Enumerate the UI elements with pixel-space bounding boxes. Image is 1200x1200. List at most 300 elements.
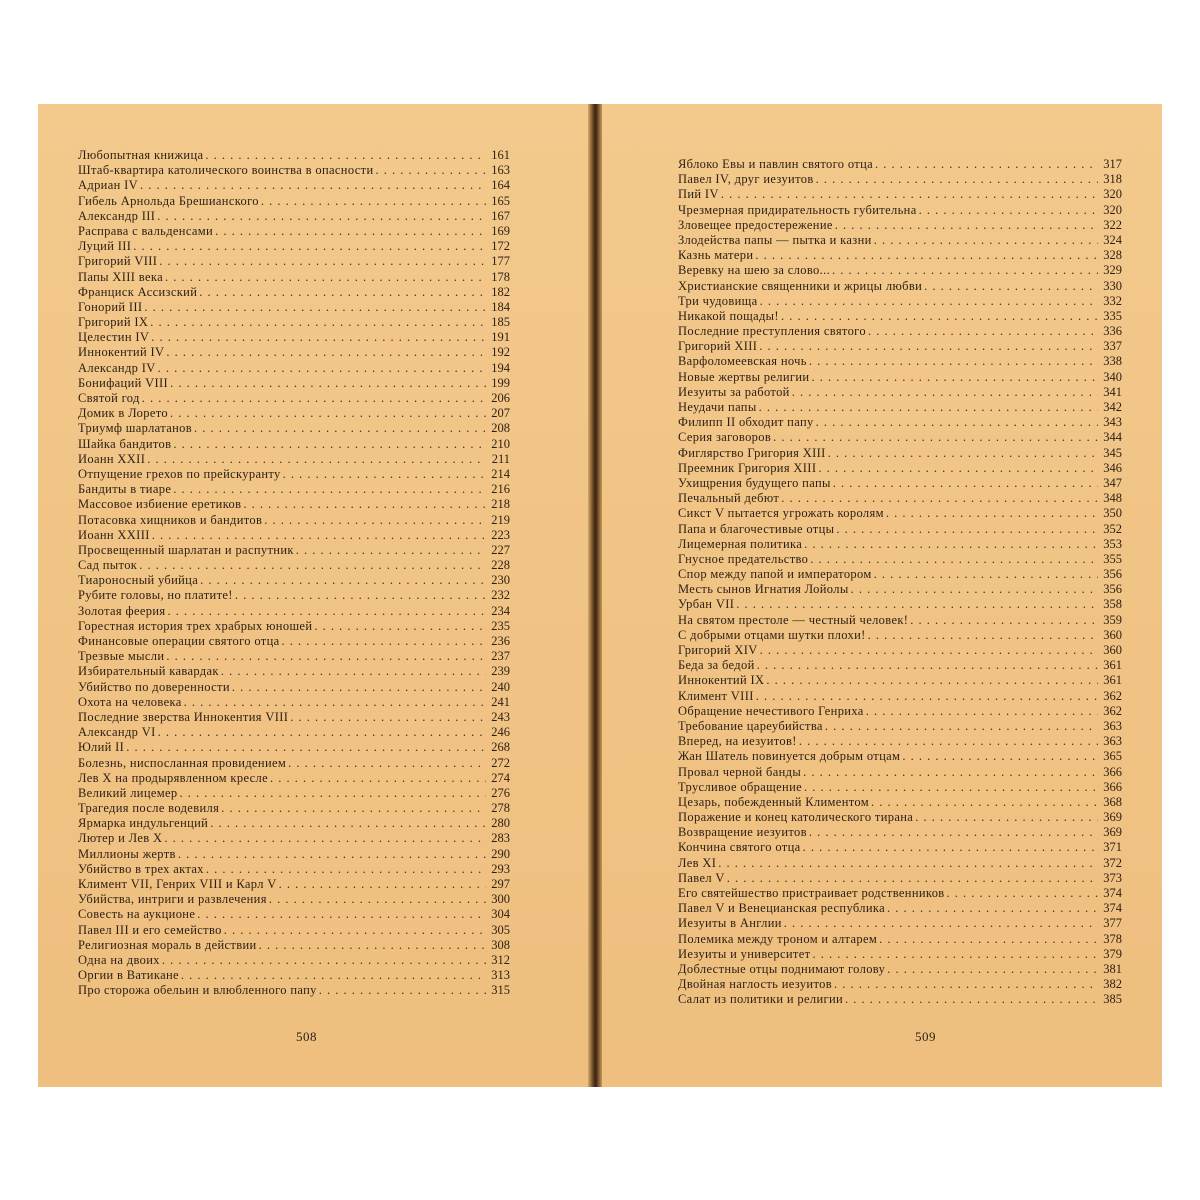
toc-entry <box>678 187 1122 202</box>
toc-entry <box>678 506 1122 521</box>
dot-leader <box>874 233 1098 248</box>
dot-leader <box>142 391 486 406</box>
toc-entry <box>678 658 1122 673</box>
toc-entry-title: Рубите головы, но платите! <box>78 588 233 603</box>
toc-entry-page: 182 <box>491 284 510 299</box>
dot-leader <box>727 871 1098 886</box>
toc-entry-title: Гонорий III <box>78 299 143 314</box>
dot-leader <box>868 324 1098 339</box>
toc-entry-title: Убийства, интриги и развлечения <box>78 892 267 907</box>
dot-leader <box>264 513 486 528</box>
toc-entry <box>678 795 1122 810</box>
dot-leader <box>812 947 1098 962</box>
dot-leader <box>759 339 1098 354</box>
toc-entry-title: Александр VI <box>78 725 156 740</box>
dot-leader <box>173 437 486 452</box>
toc-entry-page: 240 <box>491 679 510 694</box>
dot-leader <box>269 892 486 907</box>
toc-entry-title: Иоанн XXII <box>78 451 146 466</box>
dot-leader <box>168 604 487 619</box>
dot-leader <box>924 279 1098 294</box>
dot-leader <box>781 309 1098 324</box>
toc-entry-page: 378 <box>1103 931 1122 946</box>
toc-entry-page: 360 <box>1103 643 1122 657</box>
toc-entry-page: 347 <box>1103 475 1122 490</box>
dot-leader <box>799 734 1098 749</box>
toc-entry <box>78 148 510 163</box>
toc-entry <box>678 248 1122 263</box>
toc-entry-page: 272 <box>491 755 510 770</box>
toc-entry-title: Луций III <box>78 239 132 254</box>
toc-entry-page: 172 <box>491 239 510 254</box>
toc-entry <box>678 992 1122 1007</box>
dot-leader <box>773 430 1098 445</box>
toc-entry-page: 356 <box>1103 582 1122 597</box>
toc-entry-title: Ярмарка индульгенций <box>78 816 209 831</box>
toc-entry-title: Обращение нечестивого Генриха <box>678 703 864 718</box>
toc-entry-page: 366 <box>1103 764 1122 779</box>
dot-leader <box>718 856 1098 871</box>
toc-entry-page: 312 <box>491 952 510 967</box>
dot-leader <box>902 749 1098 764</box>
toc-entry-page: 185 <box>491 315 510 330</box>
toc-entry-page: 235 <box>491 618 510 633</box>
dot-leader <box>157 209 486 224</box>
toc-entry <box>678 279 1122 294</box>
toc-entry-page: 274 <box>491 770 510 785</box>
dot-leader <box>828 446 1098 461</box>
toc-entry-title: Сад пыток <box>78 558 138 573</box>
toc-entry-title: Тиароносный убийца <box>78 573 199 588</box>
toc-entry-title: Павел IV, друг иезуитов <box>678 172 814 187</box>
toc-entry-page: 290 <box>491 846 510 861</box>
toc-entry <box>678 947 1122 962</box>
dot-leader <box>887 901 1098 916</box>
toc-entry-page: 164 <box>491 178 510 193</box>
dot-leader <box>879 932 1098 947</box>
toc-entry <box>678 719 1122 734</box>
dot-leader <box>170 406 486 421</box>
toc-entry-page: 280 <box>491 816 510 831</box>
toc-entry <box>678 582 1122 597</box>
dot-leader <box>947 886 1098 901</box>
toc-entry-page: 315 <box>491 983 510 998</box>
toc-entry-page: 236 <box>491 634 510 648</box>
toc-entry-title: Иезуиты в Англии <box>678 916 782 931</box>
toc-entry-title: Отпущение грехов по прейскуранту <box>78 466 281 481</box>
toc-entry-title: Урбан VII <box>678 597 735 612</box>
dot-leader <box>166 345 486 360</box>
toc-list-left <box>78 148 510 999</box>
dot-leader <box>205 148 486 163</box>
toc-entry-title: Потасовка хищников и бандитов <box>78 512 263 527</box>
toc-entry-page: 372 <box>1103 855 1122 870</box>
toc-entry-page: 304 <box>491 907 510 922</box>
toc-entry-title: Новые жертвы религии <box>678 369 810 384</box>
toc-entry <box>78 467 510 482</box>
toc-entry-page: 243 <box>491 709 510 724</box>
toc-entry-title: Печальный дебют <box>678 491 780 506</box>
toc-entry-title: Финансовые операции святого отца <box>78 634 280 648</box>
toc-entry-title: Расправа с вальденсами <box>78 223 214 238</box>
dot-leader <box>261 194 486 209</box>
toc-entry <box>78 482 510 497</box>
dot-leader <box>803 840 1098 855</box>
toc-entry <box>678 689 1122 704</box>
toc-entry-title: Климент VIII <box>678 688 754 703</box>
dot-leader <box>818 461 1098 476</box>
toc-entry-title: Доблестные отцы поднимают голову <box>678 961 886 976</box>
toc-entry-page: 362 <box>1103 688 1122 703</box>
toc-entry-page: 362 <box>1103 703 1122 718</box>
dot-leader <box>833 476 1098 491</box>
dot-leader <box>915 810 1098 825</box>
toc-entry-page: 278 <box>491 801 510 816</box>
toc-entry-page: 368 <box>1103 794 1122 809</box>
dot-leader <box>871 795 1098 810</box>
toc-entry <box>78 619 510 634</box>
toc-entry-title: Массовое избиение еретиков <box>78 497 242 512</box>
toc-entry <box>678 932 1122 947</box>
toc-entry-title: Иннокентий IX <box>678 673 765 688</box>
toc-entry <box>78 923 510 938</box>
toc-entry-title: Жан Шатель повинуется добрым отцам <box>678 749 901 764</box>
toc-entry <box>678 203 1122 218</box>
toc-entry-page: 344 <box>1103 430 1122 445</box>
dot-leader <box>283 467 486 482</box>
dot-leader <box>288 756 486 771</box>
dot-leader <box>736 597 1098 612</box>
toc-entry-page: 214 <box>491 466 510 481</box>
toc-entry-page: 366 <box>1103 779 1122 794</box>
dot-leader <box>158 725 486 740</box>
dot-leader <box>804 537 1098 552</box>
toc-entry-page: 377 <box>1103 916 1122 931</box>
dot-leader <box>210 816 486 831</box>
toc-entry-title: Никакой пощады! <box>678 308 779 323</box>
toc-entry-title: Лютер и Лев X <box>78 831 163 846</box>
toc-entry <box>678 370 1122 385</box>
toc-entry-page: 374 <box>1103 901 1122 916</box>
dot-leader <box>886 506 1098 521</box>
toc-entry-page: 167 <box>491 208 510 223</box>
toc-entry-title: Полемика между троном и алтарем <box>678 931 878 946</box>
dot-leader <box>809 825 1098 840</box>
toc-entry-page: 230 <box>491 573 510 588</box>
dot-leader <box>290 710 486 725</box>
dot-leader <box>270 771 486 786</box>
toc-entry-page: 356 <box>1103 567 1122 582</box>
toc-entry-title: Григорий IX <box>78 315 149 330</box>
dot-leader <box>159 254 486 269</box>
toc-entry-page: 241 <box>491 694 510 709</box>
toc-entry-page: 216 <box>491 482 510 497</box>
toc-entry <box>678 476 1122 491</box>
dot-leader <box>887 962 1098 977</box>
toc-entry <box>78 345 510 360</box>
toc-entry-page: 374 <box>1103 886 1122 900</box>
dot-leader <box>781 491 1098 506</box>
toc-entry-page: 379 <box>1103 946 1122 961</box>
toc-entry <box>78 543 510 558</box>
toc-entry <box>678 309 1122 324</box>
dot-leader <box>140 178 486 193</box>
toc-entry <box>78 330 510 345</box>
toc-entry <box>678 810 1122 825</box>
toc-entry-page: 191 <box>491 330 510 345</box>
toc-entry-title: Религиозная мораль в действии <box>78 937 257 952</box>
dot-leader <box>755 248 1098 263</box>
toc-entry <box>78 376 510 391</box>
toc-entry-title: Двойная наглость иезуитов <box>678 977 832 992</box>
toc-entry-title: Гнусное предательство <box>678 551 809 566</box>
toc-entry <box>678 856 1122 871</box>
toc-entry <box>678 430 1122 445</box>
dot-leader <box>147 452 486 467</box>
toc-entry <box>78 664 510 679</box>
dot-leader <box>166 649 486 664</box>
toc-entry-title: Серия заговоров <box>678 430 772 445</box>
toc-entry-title: Адриан IV <box>78 178 139 193</box>
toc-entry-title: Иезуиты и университет <box>678 946 811 961</box>
toc-entry-title: Горестная история трех храбрых юношей <box>78 618 313 633</box>
toc-entry-page: 237 <box>491 649 510 664</box>
toc-entry <box>78 847 510 862</box>
toc-entry-page: 232 <box>491 588 510 603</box>
toc-entry <box>78 983 510 998</box>
toc-entry-title: Трусливое обращение <box>678 779 803 794</box>
toc-entry <box>678 673 1122 688</box>
toc-list-right <box>678 157 1122 1008</box>
dot-leader <box>804 780 1098 795</box>
toc-entry <box>678 385 1122 400</box>
toc-entry <box>678 233 1122 248</box>
toc-entry-title: Кончина святого отца <box>678 840 801 855</box>
dot-leader <box>314 619 486 634</box>
toc-entry-title: Чрезмерная придирательность губительна <box>678 202 917 217</box>
toc-entry-title: Варфоломеевская ночь <box>678 354 807 369</box>
toc-entry-page: 358 <box>1103 597 1122 612</box>
dot-leader <box>224 923 486 938</box>
toc-entry <box>78 163 510 178</box>
toc-entry-title: Про сторожа обельин и влюбленного папу <box>78 983 317 998</box>
toc-entry <box>678 491 1122 506</box>
toc-entry-page: 329 <box>1103 263 1122 278</box>
toc-entry-page: 348 <box>1103 491 1122 506</box>
toc-entry <box>78 224 510 239</box>
toc-entry <box>678 522 1122 537</box>
toc-entry-page: 208 <box>491 421 510 436</box>
toc-entry-page: 363 <box>1103 734 1122 749</box>
toc-entry-page: 341 <box>1103 384 1122 399</box>
toc-entry <box>678 552 1122 567</box>
toc-entry-title: Целестин IV <box>78 330 150 345</box>
toc-entry-title: Последние преступления святого <box>678 324 866 339</box>
toc-entry-page: 361 <box>1103 673 1122 688</box>
toc-entry-page: 305 <box>491 922 510 937</box>
toc-entry <box>78 877 510 892</box>
open-book-spread <box>38 104 1162 1087</box>
toc-entry-page: 332 <box>1103 293 1122 308</box>
toc-entry <box>678 218 1122 233</box>
toc-entry-title: Салат из политики и религии <box>678 992 844 1007</box>
toc-entry-page: 359 <box>1103 612 1122 627</box>
dot-leader <box>181 968 486 983</box>
toc-entry <box>78 558 510 573</box>
toc-entry-title: Беда за бедой <box>678 658 755 673</box>
toc-entry-title: Три чудовища <box>678 293 758 308</box>
toc-entry <box>678 172 1122 187</box>
toc-entry-page: 169 <box>491 223 510 238</box>
toc-entry <box>78 178 510 193</box>
toc-entry-title: Совесть на аукционе <box>78 907 196 922</box>
dot-leader <box>834 977 1098 992</box>
toc-entry-title: Убийство по доверенности <box>78 679 230 694</box>
toc-entry <box>678 916 1122 931</box>
toc-entry-title: Григорий XIII <box>678 339 758 354</box>
toc-entry-page: 324 <box>1103 232 1122 247</box>
toc-entry-page: 163 <box>491 163 510 178</box>
toc-entry-title: Золотая феерия <box>78 603 166 618</box>
toc-entry-title: Христианские священники и жрицы любви <box>678 278 923 293</box>
toc-entry-page: 385 <box>1103 992 1122 1007</box>
toc-entry <box>678 415 1122 430</box>
toc-entry-title: Иннокентий IV <box>78 345 165 360</box>
toc-entry <box>78 695 510 710</box>
toc-entry-page: 336 <box>1103 324 1122 339</box>
toc-entry <box>78 680 510 695</box>
toc-entry-title: Веревку на шею за слово... <box>678 263 831 278</box>
toc-entry-page: 297 <box>491 877 510 891</box>
toc-entry-page: 293 <box>491 861 510 876</box>
dot-leader <box>199 285 486 300</box>
toc-entry-page: 361 <box>1103 658 1122 673</box>
dot-leader <box>810 552 1098 567</box>
toc-entry-page: 345 <box>1103 445 1122 460</box>
toc-entry-page: 239 <box>491 664 510 679</box>
toc-entry <box>78 315 510 330</box>
toc-entry-title: Убийство в трех актах <box>78 861 204 876</box>
toc-entry-page: 300 <box>491 892 510 907</box>
dot-leader <box>811 370 1098 385</box>
toc-entry-title: Иезуиты за работой <box>678 384 790 399</box>
toc-entry <box>78 300 510 315</box>
toc-entry <box>78 801 510 816</box>
toc-entry-title: Вперед, на иезуитов! <box>678 734 797 749</box>
toc-entry-title: Трагедия после водевиля <box>78 801 220 816</box>
toc-entry-page: 342 <box>1103 400 1122 414</box>
toc-entry-page: 313 <box>491 968 510 983</box>
toc-entry-title: Любопытная книжица <box>78 148 204 162</box>
toc-entry <box>678 446 1122 461</box>
toc-entry <box>678 324 1122 339</box>
toc-entry-title: Преемник Григория XIII <box>678 460 817 475</box>
dot-leader <box>875 157 1098 172</box>
dot-leader <box>919 203 1098 218</box>
dot-leader <box>126 740 486 755</box>
toc-entry-page: 338 <box>1103 354 1122 369</box>
toc-entry-title: Ухищрения будущего папы <box>678 475 831 490</box>
toc-entry-page: 350 <box>1103 506 1122 521</box>
toc-entry-page: 234 <box>491 603 510 618</box>
dot-leader <box>832 263 1098 278</box>
toc-entry <box>678 613 1122 628</box>
toc-entry <box>678 628 1122 643</box>
toc-entry-page: 268 <box>491 740 510 755</box>
dot-leader <box>866 704 1098 719</box>
toc-entry-page: 337 <box>1103 339 1122 354</box>
toc-entry <box>78 391 510 406</box>
toc-entry-page: 343 <box>1103 415 1122 430</box>
dot-leader <box>232 680 486 695</box>
dot-leader <box>158 361 486 376</box>
toc-entry <box>78 285 510 300</box>
toc-entry <box>678 962 1122 977</box>
toc-entry-page: 211 <box>491 451 510 466</box>
toc-entry-page: 165 <box>491 193 510 208</box>
toc-entry-title: Святой год <box>78 391 140 405</box>
toc-entry <box>78 710 510 725</box>
dot-leader <box>766 673 1098 688</box>
dot-leader <box>760 294 1098 309</box>
dot-leader <box>282 634 486 649</box>
toc-entry-title: Франциск Ассизский <box>78 284 198 299</box>
toc-entry <box>678 597 1122 612</box>
dot-leader <box>206 862 486 877</box>
dot-leader <box>139 558 486 573</box>
toc-entry <box>678 354 1122 369</box>
toc-entry-page: 373 <box>1103 870 1122 885</box>
dot-leader <box>162 953 486 968</box>
toc-entry-title: Миллионы жертв <box>78 846 176 861</box>
toc-entry <box>78 831 510 846</box>
dot-leader <box>152 528 486 543</box>
toc-entry <box>78 209 510 224</box>
dot-leader <box>164 831 486 846</box>
toc-entry-title: Климент VII, Генрих VIII и Карл V <box>78 877 277 891</box>
toc-entry <box>678 886 1122 901</box>
toc-entry-page: 194 <box>491 360 510 375</box>
dot-leader <box>279 877 486 892</box>
dot-leader <box>178 847 486 862</box>
toc-entry <box>678 643 1122 658</box>
toc-entry-title: Лицемерная политика <box>678 536 803 551</box>
toc-entry-title: Домик в Лорето <box>78 406 169 421</box>
toc-entry-page: 206 <box>491 391 510 405</box>
toc-entry-title: Спор между папой и императором <box>678 567 872 582</box>
toc-entry-title: Казнь матери <box>678 248 754 263</box>
toc-entry <box>678 977 1122 992</box>
toc-entry <box>78 513 510 528</box>
toc-entry-title: Штаб-квартира католического воинства в опасности <box>78 163 374 178</box>
toc-entry <box>678 749 1122 764</box>
toc-entry-page: 346 <box>1103 460 1122 475</box>
toc-entry-title: Филипп II обходит папу <box>678 415 814 430</box>
toc-entry <box>78 816 510 831</box>
toc-entry <box>78 194 510 209</box>
toc-entry-title: Требование цареубийства <box>678 718 823 733</box>
dot-leader <box>133 239 486 254</box>
toc-entry-title: Папы XIII века <box>78 269 163 284</box>
toc-entry-page: 210 <box>491 436 510 451</box>
dot-leader <box>319 983 486 998</box>
toc-entry-title: Возвращение иезуитов <box>678 825 807 840</box>
toc-entry-page: 320 <box>1103 202 1122 217</box>
toc-entry-page: 382 <box>1103 977 1122 992</box>
toc-entry-page: 283 <box>491 831 510 846</box>
toc-entry <box>78 968 510 983</box>
toc-entry-title: Месть сынов Игнатия Лойолы <box>678 582 849 597</box>
